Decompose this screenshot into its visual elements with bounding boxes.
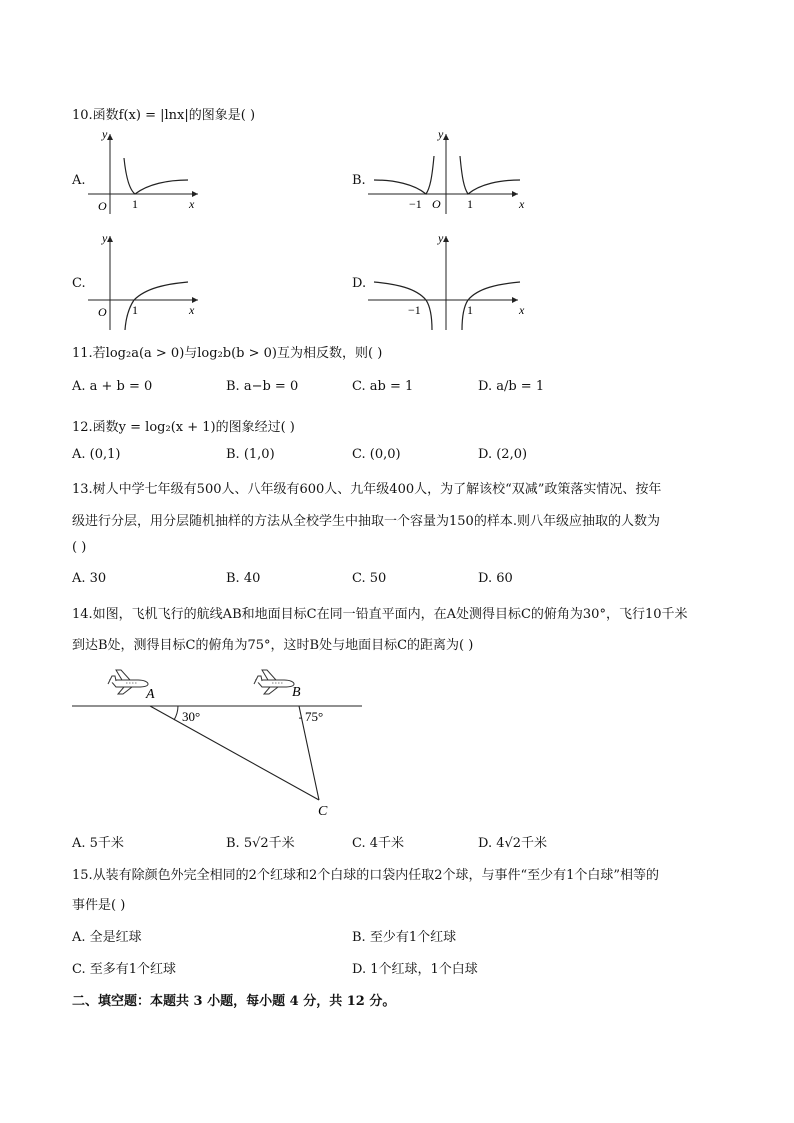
svg-text:y: y <box>438 127 444 141</box>
svg-text:B: B <box>292 685 301 700</box>
q14-option-c[interactable]: C. 4千米 <box>352 836 405 851</box>
q11-option-b[interactable]: B. a−b = 0 <box>226 379 299 394</box>
q10-option-a-label: A. <box>72 173 86 188</box>
q13-stem-line3: ( ) <box>72 540 87 555</box>
q15-stem-line2: 事件是( ) <box>72 898 126 913</box>
q15-option-b[interactable]: B. 至少有1个红球 <box>352 930 457 945</box>
svg-text:A: A <box>146 687 155 702</box>
svg-text:1: 1 <box>467 197 473 211</box>
svg-text:75°: 75° <box>305 709 324 724</box>
q10-graph-d <box>368 232 528 332</box>
svg-text:x: x <box>519 197 525 211</box>
q13-stem-line1: 13.树人中学七年级有500人、八年级有600人、九年级400人，为了解该校“双减”政策落实情况、按年 <box>72 482 662 497</box>
svg-text:x: x <box>189 197 195 211</box>
q12-option-a[interactable]: A. (0,1) <box>72 447 121 462</box>
q11-option-c[interactable]: C. ab = 1 <box>352 379 414 394</box>
svg-text:30°: 30° <box>182 709 201 724</box>
q12-option-d[interactable]: D. (2,0) <box>478 447 528 462</box>
q13-option-a[interactable]: A. 30 <box>72 571 107 586</box>
q13-option-b[interactable]: B. 40 <box>226 571 261 586</box>
q10-stem: 10.函数f(x) = |lnx|的图象是( ) <box>72 108 256 123</box>
q15-option-d[interactable]: D. 1个红球，1个白球 <box>352 962 478 977</box>
svg-text:y: y <box>102 127 108 141</box>
q10-graph-b <box>368 128 528 216</box>
q11-stem: 11.若log₂a(a > 0)与log₂b(b > 0)互为相反数，则( ) <box>72 346 383 361</box>
q11-option-d[interactable]: D. a/b = 1 <box>478 379 545 394</box>
q14-stem-line2: 到达B处，测得目标C的俯角为75°，这时B处与地面目标C的距离为( ) <box>72 638 474 653</box>
q13-stem-line2: 级进行分层，用分层随机抽样的方法从全校学生中抽取一个容量为150的样本.则八年级应抽取的人数为 <box>72 514 660 529</box>
q10-option-c-label: C. <box>72 276 86 291</box>
svg-text:1: 1 <box>132 303 138 317</box>
q13-option-d[interactable]: D. 60 <box>478 571 513 586</box>
q12-option-c[interactable]: C. (0,0) <box>352 447 401 462</box>
plane-icon-a <box>108 670 148 694</box>
plane-icon-b <box>254 670 294 694</box>
section2-heading: 二、填空题：本题共 3 小题，每小题 4 分，共 12 分。 <box>72 994 396 1009</box>
svg-text:O: O <box>98 305 107 319</box>
q14-option-a[interactable]: A. 5千米 <box>72 836 124 851</box>
svg-text:−1: −1 <box>409 197 422 211</box>
svg-text:−1: −1 <box>408 303 421 317</box>
q10-graph-c <box>88 232 208 332</box>
svg-text:O: O <box>432 197 441 211</box>
svg-text:C: C <box>318 804 328 819</box>
svg-text:x: x <box>189 303 195 317</box>
q10-graph-a <box>88 128 208 216</box>
svg-text:y: y <box>102 231 108 245</box>
q14-stem-line1: 14.如图，飞机飞行的航线AB和地面目标C在同一铅直平面内，在A处测得目标C的俯角为30°，飞行10千米 <box>72 607 688 622</box>
svg-text:1: 1 <box>467 303 473 317</box>
q14-option-b[interactable]: B. 5√2千米 <box>226 836 295 851</box>
q15-option-c[interactable]: C. 至多有1个红球 <box>72 962 177 977</box>
q12-option-b[interactable]: B. (1,0) <box>226 447 275 462</box>
q14-figure <box>70 664 365 820</box>
q14-option-d[interactable]: D. 4√2千米 <box>478 836 548 851</box>
svg-text:O: O <box>98 199 107 213</box>
q11-option-a[interactable]: A. a + b = 0 <box>72 379 153 394</box>
q10-option-b-label: B. <box>352 173 366 188</box>
svg-text:x: x <box>519 303 525 317</box>
q13-option-c[interactable]: C. 50 <box>352 571 387 586</box>
q12-stem: 12.函数y = log₂(x + 1)的图象经过( ) <box>72 420 295 435</box>
q10-option-d-label: D. <box>352 276 367 291</box>
svg-text:y: y <box>438 231 444 245</box>
q15-option-a[interactable]: A. 全是红球 <box>72 930 142 945</box>
q15-stem-line1: 15.从装有除颜色外完全相同的2个红球和2个白球的口袋内任取2个球，与事件“至少有1个白球”相等的 <box>72 868 660 883</box>
svg-text:1: 1 <box>132 197 138 211</box>
